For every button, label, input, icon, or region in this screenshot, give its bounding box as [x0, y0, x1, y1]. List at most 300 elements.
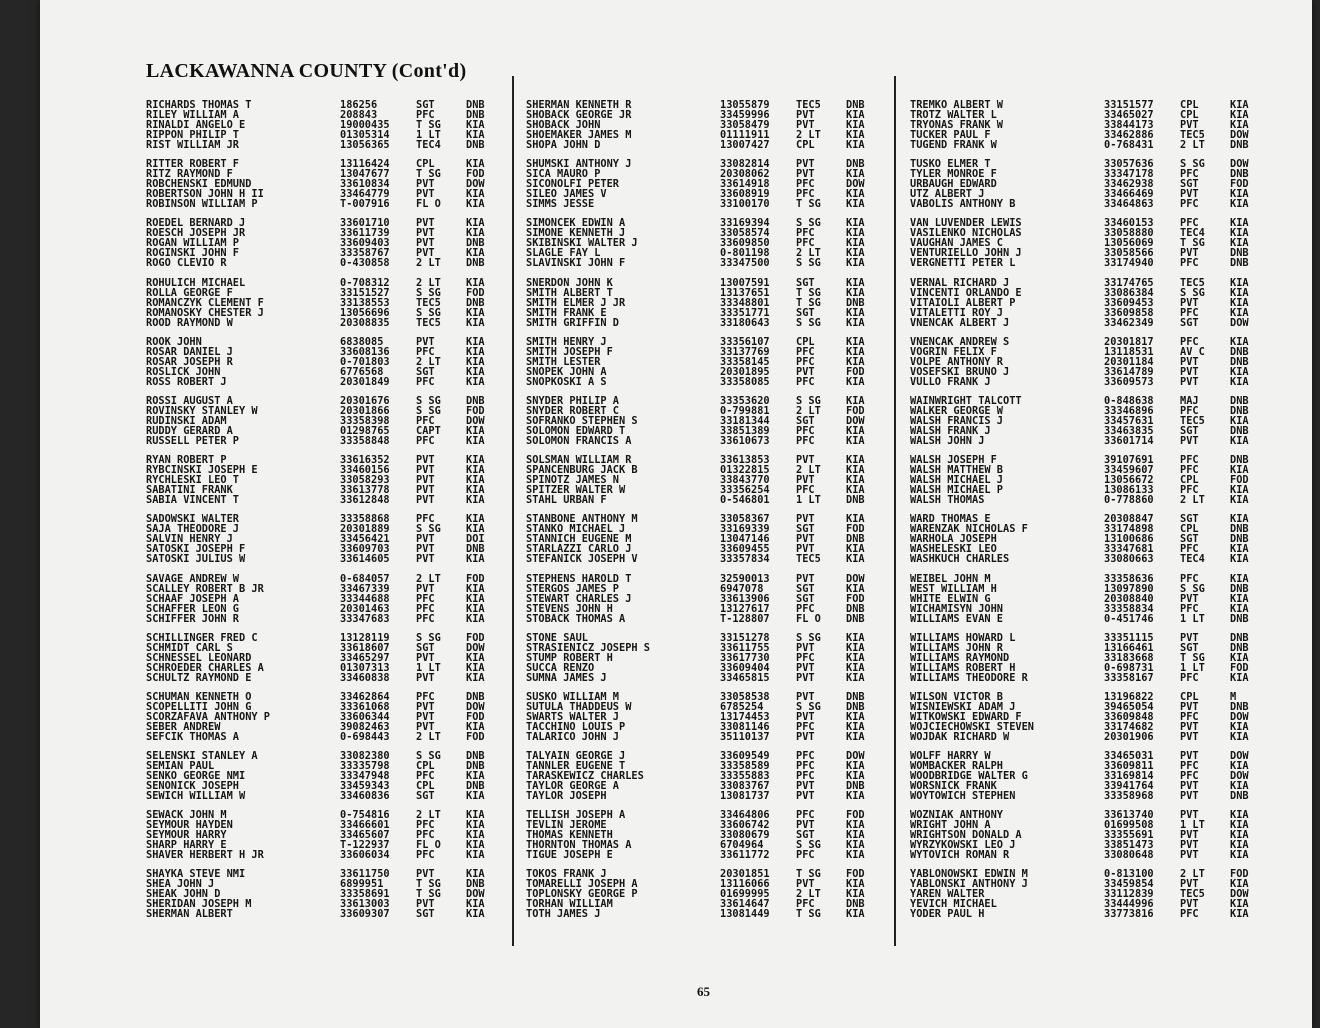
entry-serial: 33358767 [340, 247, 390, 260]
entry-rank: S SG [1180, 158, 1205, 171]
entry-status: DNB [1230, 247, 1249, 260]
roster-entry [526, 584, 882, 594]
entry-status: KIA [846, 188, 865, 201]
entry-rank: PFC [416, 770, 435, 783]
entry-status: DNB [846, 780, 865, 793]
entry-name: THOMAS KENNETH [526, 829, 613, 842]
entry-rank: 1 LT [1180, 612, 1205, 625]
entry-status: KIA [846, 227, 865, 240]
entry-status: KIA [466, 198, 485, 211]
roster-entry [146, 673, 502, 683]
entry-status: KIA [846, 474, 865, 487]
entry-status: KIA [846, 394, 865, 407]
entry-status: KIA [466, 355, 485, 368]
entry-name: SLAVINSKI JOHN F [526, 257, 626, 270]
entry-serial: 33459854 [1104, 878, 1154, 891]
entry-serial: 33356254 [720, 484, 770, 497]
entry-status: DNB [466, 543, 485, 556]
entry-name: RUDINSKI ADAM [146, 414, 227, 427]
entry-name: SENONICK JOSEPH [146, 780, 239, 793]
entry-serial: 33058367 [720, 513, 770, 526]
entry-name: SUTULA THADDEUS W [526, 700, 632, 713]
entry-serial: 0-801198 [720, 247, 770, 260]
entry-rank: TEC5 [796, 99, 821, 111]
entry-name: SCOPELLITI JOHN G [146, 700, 252, 713]
entry-status: KIA [1230, 414, 1249, 427]
entry-status: KIA [466, 651, 485, 664]
entry-status: KIA [846, 730, 865, 743]
entry-name: SCHAFFER LEON G [146, 602, 239, 615]
entry-name: WARD THOMAS E [910, 513, 991, 526]
entry-name: SCORZAFAVA ANTHONY P [146, 710, 270, 723]
entry-rank: SGT [796, 414, 815, 427]
entry-rank: PVT [796, 661, 815, 674]
entry-status: KIA [466, 365, 485, 378]
entry-status: KIA [466, 316, 485, 329]
entry-serial: 13047677 [340, 168, 390, 181]
entry-status: DNB [846, 158, 865, 171]
entry-rank: PFC [1180, 543, 1199, 556]
entry-status: DNB [466, 690, 485, 703]
entry-rank: PVT [1180, 730, 1199, 743]
entry-serial: 33058880 [1104, 227, 1154, 240]
entry-name: WALSH JOHN J [910, 434, 985, 447]
entry-rank: PVT [1180, 790, 1199, 803]
entry-name: SAJA THEODORE J [146, 523, 239, 536]
entry-serial: 33356107 [720, 335, 770, 348]
entry-name: SCHILLINGER FRED C [146, 631, 258, 644]
entry-rank: PVT [416, 474, 435, 487]
entry-rank: PFC [796, 375, 815, 388]
entry-rank: FL O [416, 839, 441, 852]
entry-status: KIA [1230, 908, 1249, 921]
entry-name: VINCENTI ORLANDO E [910, 286, 1022, 299]
entry-serial: 33609453 [1104, 296, 1154, 309]
entry-serial: 33610834 [340, 178, 390, 191]
entry-name: VNENCAK ANDREW S [910, 335, 1010, 348]
entry-serial: 33609703 [340, 543, 390, 556]
entry-rank: TEC5 [1180, 129, 1205, 141]
entry-status: DNB [846, 612, 865, 625]
entry-status: DNB [1230, 394, 1249, 407]
entry-status: FOD [466, 168, 485, 181]
entry-status: KIA [846, 671, 865, 684]
entry-status: KIA [1230, 276, 1249, 289]
entry-serial: 33100170 [720, 198, 770, 211]
entry-status: KIA [466, 494, 485, 507]
entry-rank: PFC [1180, 908, 1199, 921]
entry-status: KIA [846, 129, 865, 141]
entry-status: DNB [1230, 168, 1249, 181]
entry-rank: PVT [796, 365, 815, 378]
entry-status: KIA [1230, 296, 1249, 309]
entry-status: DOW [466, 888, 485, 901]
entry-serial: 33057636 [1104, 158, 1154, 171]
entry-serial: 33358398 [340, 414, 390, 427]
entry-rank: PFC [416, 109, 435, 121]
entry-status: DOW [1230, 129, 1249, 141]
entry-name: ROLLA GEORGE F [146, 286, 233, 299]
entry-name: YABLONSKI ANTHONY J [910, 878, 1028, 891]
entry-rank: SGT [416, 365, 435, 378]
entry-status: DNB [466, 99, 485, 111]
entry-name: YEVICH MICHAEL [910, 898, 997, 911]
entry-status: KIA [846, 257, 865, 270]
entry-name: WOYTOWICH STEPHEN [910, 790, 1016, 803]
entry-name: TUCKER PAUL F [910, 129, 991, 141]
entry-status: KIA [846, 286, 865, 299]
roster-entry [910, 574, 1262, 584]
entry-serial: 33086384 [1104, 286, 1154, 299]
entry-rank: S SG [796, 700, 821, 713]
entry-rank: PVT [416, 868, 435, 881]
entry-serial: 0-701803 [340, 355, 390, 368]
entry-name: SCHULTZ RAYMOND E [146, 671, 252, 684]
roster-entry [910, 594, 1262, 604]
entry-status: DNB [466, 237, 485, 250]
entry-name: TREMKO ALBERT W [910, 99, 1003, 111]
entry-name: TOTH JAMES J [526, 908, 601, 921]
entry-status: KIA [846, 543, 865, 556]
entry-status: KIA [1230, 306, 1249, 319]
entry-name: SHEAK JOHN D [146, 888, 221, 901]
entry-status: KIA [466, 119, 485, 131]
roster-entry [526, 258, 882, 268]
entry-rank: CPL [1180, 523, 1199, 536]
entry-serial: 0-848638 [1104, 394, 1154, 407]
entry-serial: 33058566 [1104, 247, 1154, 260]
entry-status: KIA [846, 790, 865, 803]
roster-entry [526, 554, 882, 564]
entry-serial: 33174765 [1104, 276, 1154, 289]
roster-entry [910, 604, 1262, 614]
entry-group [526, 514, 882, 564]
entry-status: DNB [1230, 355, 1249, 368]
entry-status: KIA [1230, 237, 1249, 250]
entry-name: RIST WILLIAM JR [146, 139, 239, 151]
entry-status: KIA [466, 454, 485, 467]
entry-rank: PFC [1180, 671, 1199, 684]
entry-name: SELENSKI STANLEY A [146, 750, 258, 763]
entry-serial: 13007591 [720, 276, 770, 289]
entry-rank: PFC [796, 651, 815, 664]
entry-serial: 20301866 [340, 404, 390, 417]
entry-status: KIA [1230, 434, 1249, 447]
entry-rank: 1 LT [796, 494, 821, 507]
entry-status: KIA [1230, 217, 1249, 230]
entry-status: KIA [466, 424, 485, 437]
entry-serial: 33347178 [1104, 168, 1154, 181]
entry-name: SEFCIK THOMAS A [146, 730, 239, 743]
entry-group [526, 869, 882, 919]
entry-name: TAYLOR GEORGE A [526, 780, 619, 793]
entry-group [146, 278, 502, 328]
entry-status: KIA [466, 868, 485, 881]
entry-name: TOPLONSKY GEORGE P [526, 888, 638, 901]
entry-status: KIA [846, 770, 865, 783]
entry-rank: AV C [1180, 345, 1205, 358]
entry-name: STONE SAUL [526, 631, 588, 644]
entry-rank: PVT [796, 671, 815, 684]
entry-serial: 33348801 [720, 296, 770, 309]
entry-status: KIA [846, 198, 865, 211]
entry-serial: 33466469 [1104, 188, 1154, 201]
entry-name: WILLIAMS THEODORE R [910, 671, 1028, 684]
entry-status: KIA [466, 898, 485, 911]
entry-rank: PVT [1180, 119, 1199, 131]
entry-serial: 33609549 [720, 750, 770, 763]
entry-name: SICONOLFI PETER [526, 178, 619, 191]
entry-name: SUCCA RENZO [526, 661, 595, 674]
entry-status: DOW [1230, 770, 1249, 783]
entry-serial: 33351115 [1104, 631, 1154, 644]
entry-rank: PVT [1180, 434, 1199, 447]
entry-serial: 33609455 [720, 543, 770, 556]
entry-serial: 33610673 [720, 434, 770, 447]
entry-name: SALVIN HENRY J [146, 533, 233, 546]
entry-status: DOW [466, 414, 485, 427]
entry-rank: PFC [416, 690, 435, 703]
entry-serial: 0-451746 [1104, 612, 1154, 625]
entry-status: KIA [466, 434, 485, 447]
entry-status: KIA [466, 839, 485, 852]
roster-entry [526, 199, 882, 209]
entry-status: KIA [466, 720, 485, 733]
entry-serial: 39465054 [1104, 700, 1154, 713]
entry-name: TROTZ WALTER L [910, 109, 997, 121]
entry-status: DNB [466, 394, 485, 407]
entry-serial: 33941764 [1104, 780, 1154, 793]
entry-rank: PFC [1180, 760, 1199, 773]
entry-status: FOD [1230, 661, 1249, 674]
entry-serial: 33460838 [340, 671, 390, 684]
entry-serial: 33181344 [720, 414, 770, 427]
entry-name: WILLIAMS HOWARD L [910, 631, 1016, 644]
entry-serial: 33459343 [340, 780, 390, 793]
entry-rank: PFC [796, 898, 815, 911]
entry-name: WAINWRIGHT TALCOTT [910, 394, 1022, 407]
entry-group [526, 100, 882, 150]
entry-rank: SGT [796, 276, 815, 289]
entry-rank: PFC [1180, 710, 1199, 723]
entry-rank: SGT [416, 790, 435, 803]
entry-serial: 33151527 [340, 286, 390, 299]
roster-entry [526, 594, 882, 604]
entry-serial: 33464806 [720, 809, 770, 822]
entry-name: SHUMSKI ANTHONY J [526, 158, 632, 171]
entry-name: SPANCENBURG JACK B [526, 464, 638, 477]
entry-serial: 33169394 [720, 217, 770, 230]
entry-rank: PFC [416, 513, 435, 526]
entry-serial: 33174940 [1104, 257, 1154, 270]
roster-entry [146, 791, 502, 801]
entry-status: DNB [466, 296, 485, 309]
entry-rank: S SG [796, 394, 821, 407]
entry-rank: PVT [796, 543, 815, 556]
entry-status: DNB [466, 257, 485, 270]
entry-name: WILLIAMS EVAN E [910, 612, 1003, 625]
entry-rank: PVT [416, 533, 435, 546]
entry-serial: 33465297 [340, 651, 390, 664]
entry-rank: PVT [1180, 849, 1199, 862]
entry-serial: 33151278 [720, 631, 770, 644]
entry-rank: PVT [1180, 829, 1199, 842]
entry-rank: S SG [796, 257, 821, 270]
roster-entry [526, 140, 882, 150]
entry-rank: TEC5 [1180, 888, 1205, 901]
entry-status: KIA [846, 276, 865, 289]
entry-serial: 33081146 [720, 720, 770, 733]
entry-rank: PVT [796, 572, 815, 585]
entry-rank: 2 LT [1180, 494, 1205, 507]
entry-serial: 0-546801 [720, 494, 770, 507]
entry-status: DNB [1230, 631, 1249, 644]
entry-rank: T SG [796, 296, 821, 309]
entry-name: WASHELESKI LEO [910, 543, 997, 556]
entry-serial: 33361068 [340, 700, 390, 713]
entry-serial: 33606344 [340, 710, 390, 723]
entry-rank: PVT [416, 494, 435, 507]
entry-name: ROBCHENSKI EDMUND [146, 178, 252, 191]
entry-group [526, 692, 882, 742]
entry-rank: SGT [1180, 641, 1199, 654]
entry-name: SCHUMAN KENNETH O [146, 690, 252, 703]
entry-rank: 2 LT [416, 276, 441, 289]
entry-status: FOD [466, 710, 485, 723]
entry-rank: TEC5 [416, 316, 441, 329]
entry-serial: 208843 [340, 109, 378, 121]
entry-status: DNB [1230, 345, 1249, 358]
entry-rank: S SG [1180, 582, 1205, 595]
entry-rank: PVT [416, 710, 435, 723]
entry-name: SOLSMAN WILLIAM R [526, 454, 632, 467]
entry-name: SUSKO WILLIAM M [526, 690, 619, 703]
entry-serial: 0-778860 [1104, 494, 1154, 507]
entry-name: TOKOS FRANK J [526, 868, 607, 881]
page-number: 65 [697, 984, 710, 999]
entry-status: DNB [466, 878, 485, 891]
entry-name: SABATINI FRANK [146, 484, 233, 497]
entry-rank: PFC [796, 602, 815, 615]
entry-rank: PFC [416, 414, 435, 427]
entry-status: KIA [846, 641, 865, 654]
entry-status: KIA [1230, 375, 1249, 388]
entry-status: KIA [1230, 543, 1249, 556]
entry-rank: PFC [796, 849, 815, 862]
entry-status: KIA [846, 247, 865, 260]
entry-status: KIA [846, 829, 865, 842]
entry-name: VOSEFSKI BRUNO J [910, 365, 1010, 378]
entry-serial: 33346896 [1104, 404, 1154, 417]
entry-name: WOODBRIDGE WALTER G [910, 770, 1028, 783]
entry-rank: 2 LT [1180, 139, 1205, 151]
entry-status: DOW [466, 700, 485, 713]
entry-rank: PVT [796, 168, 815, 181]
entry-serial: 33351771 [720, 306, 770, 319]
entry-rank: T SG [416, 878, 441, 891]
entry-name: RINALDI ANGELO E [146, 119, 246, 131]
entry-name: SHOPA JOHN D [526, 139, 601, 151]
entry-rank: S SG [796, 631, 821, 644]
entry-status: FOD [846, 404, 865, 417]
entry-serial: 33465607 [340, 829, 390, 842]
entry-name: SHERIDAN JOSEPH M [146, 898, 252, 911]
entry-serial: 33601710 [340, 217, 390, 230]
entry-group [526, 337, 882, 387]
roster-entry [910, 791, 1262, 801]
entry-name: SEYMOUR HARRY [146, 829, 227, 842]
entry-status: KIA [846, 819, 865, 832]
entry-rank: PVT [416, 178, 435, 191]
entry-serial: 13127617 [720, 602, 770, 615]
entry-serial: 6899951 [340, 878, 384, 891]
entry-rank: 2 LT [1180, 868, 1205, 881]
entry-name: STEWART CHARLES J [526, 592, 632, 605]
entry-rank: 2 LT [796, 464, 821, 477]
entry-serial: 33609307 [340, 908, 390, 921]
entry-serial: 33609403 [340, 237, 390, 250]
entry-name: WARHOLA JOSEPH [910, 533, 997, 546]
entry-name: VOGRIN FELIX F [910, 345, 997, 358]
roster-entry [526, 791, 882, 801]
entry-name: WEIBEL JOHN M [910, 572, 991, 585]
entry-rank: 1 LT [1180, 661, 1205, 674]
entry-serial: 13128119 [340, 631, 390, 644]
entry-name: SPINOTZ JAMES N [526, 474, 619, 487]
entry-status: FOD [466, 572, 485, 585]
entry-status: KIA [466, 227, 485, 240]
entry-rank: PFC [796, 809, 815, 822]
entry-status: KIA [466, 345, 485, 358]
entry-name: WOLFF HARRY W [910, 750, 991, 763]
entry-status: KIA [846, 139, 865, 151]
entry-rank: PFC [796, 188, 815, 201]
entry-rank: PFC [1180, 335, 1199, 348]
entry-rank: PFC [1180, 404, 1199, 417]
entry-status: KIA [846, 484, 865, 497]
entry-status: KIA [466, 217, 485, 230]
entry-rank: PVT [1180, 809, 1199, 822]
entry-name: SATOSKI JULIUS W [146, 553, 246, 566]
entry-status: DNB [846, 700, 865, 713]
entry-status: KIA [1230, 720, 1249, 733]
entry-name: WALSH MICHAEL P [910, 484, 1003, 497]
entry-status: KIA [466, 306, 485, 319]
entry-serial: 33465815 [720, 671, 770, 684]
entry-group [910, 218, 1262, 268]
entry-serial: 33459607 [1104, 464, 1154, 477]
entry-rank: PVT [1180, 839, 1199, 852]
entry-rank: PFC [1180, 168, 1199, 181]
entry-status: FOD [1230, 868, 1249, 881]
entry-serial: 33609404 [720, 661, 770, 674]
entry-rank: SGT [796, 523, 815, 536]
entry-rank: PFC [796, 355, 815, 368]
entry-name: SOFRANKO STEPHEN S [526, 414, 638, 427]
entry-status: KIA [466, 582, 485, 595]
roster-column-2 [526, 100, 882, 929]
entry-rank: SGT [1180, 533, 1199, 546]
entry-rank: S SG [416, 394, 441, 407]
entry-status: KIA [466, 523, 485, 536]
entry-status: FOD [466, 404, 485, 417]
entry-serial: 33112839 [1104, 888, 1154, 901]
entry-status: DNB [1230, 641, 1249, 654]
entry-rank: PVT [416, 227, 435, 240]
entry-serial: 13097890 [1104, 582, 1154, 595]
entry-name: TRYONAS FRANK W [910, 119, 1003, 131]
entry-serial: 0-799881 [720, 404, 770, 417]
